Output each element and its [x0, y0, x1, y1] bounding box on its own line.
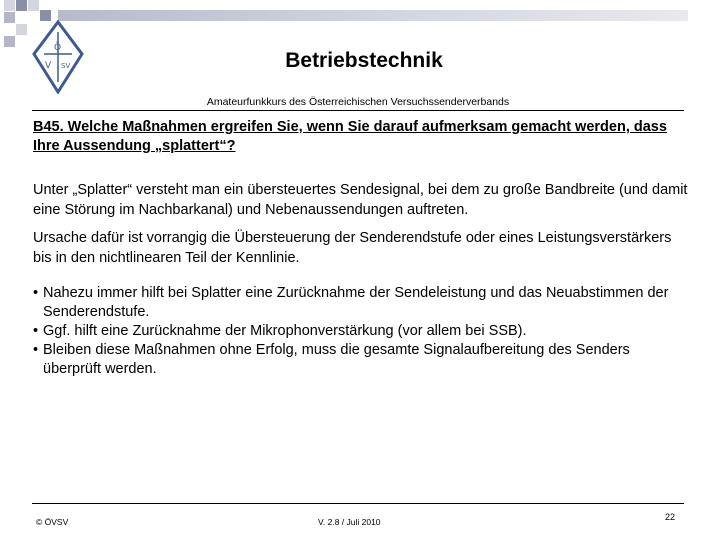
bullet-text: Bleiben diese Maßnahmen ohne Erfolg, muss die gesamte Signalaufbereitung des Senders überprüft werden. — [43, 342, 630, 377]
logo-text-mid: V — [45, 61, 52, 71]
header-bar — [58, 10, 688, 21]
bullet-list — [33, 284, 673, 379]
logo-text-right: SV — [61, 62, 71, 70]
page-number: 22 — [665, 512, 676, 522]
bullet-item — [33, 341, 673, 379]
question-heading: B45. Welche Maßnahmen ergreifen Sie, wenn Sie darauf aufmerksam gemacht werden, dass Ihre Aussendung „splattert“? — [33, 119, 667, 154]
bullet-text: Nahezu immer hilft bei Splatter eine Zurücknahme der Sendeleistung und das Neuabstimmen der Senderendstufe. — [43, 285, 669, 320]
page-subtitle: Amateurfunkkurs des Österreichischen Versuchssenderverbands — [206, 96, 510, 108]
paragraph: Ursache dafür ist vorrangig die Übersteuerung der Senderendstufe oder eines Leistungsverstärkers bis in den nichtlinearen Teil der Kennlinie. — [33, 230, 672, 266]
header-divider — [32, 110, 684, 111]
bullet-symbol: • — [33, 323, 39, 339]
bullet-symbol: • — [33, 285, 39, 301]
page-title: Betriebstechnik — [285, 49, 443, 72]
bullet-text: Ggf. hilft eine Zurücknahme der Mikrophonverstärkung (vor allem bei SSB). — [43, 323, 527, 339]
bullet-symbol: • — [33, 342, 39, 358]
bullet-item — [33, 322, 673, 341]
footer-copyright: © ÖVSV — [36, 517, 69, 527]
paragraph: Unter „Splatter“ versteht man ein übersteuertes Sendesignal, bei dem zu große Bandbreite (und damit eine Störung im Nachbarkanal) und Nebenaussendungen auftreten. — [33, 182, 688, 218]
bullet-item — [33, 284, 673, 322]
footer-divider — [32, 503, 684, 504]
footer-version: V. 2.8 / Juli 2010 — [318, 517, 381, 527]
logo-text-top: Ö — [54, 43, 62, 53]
